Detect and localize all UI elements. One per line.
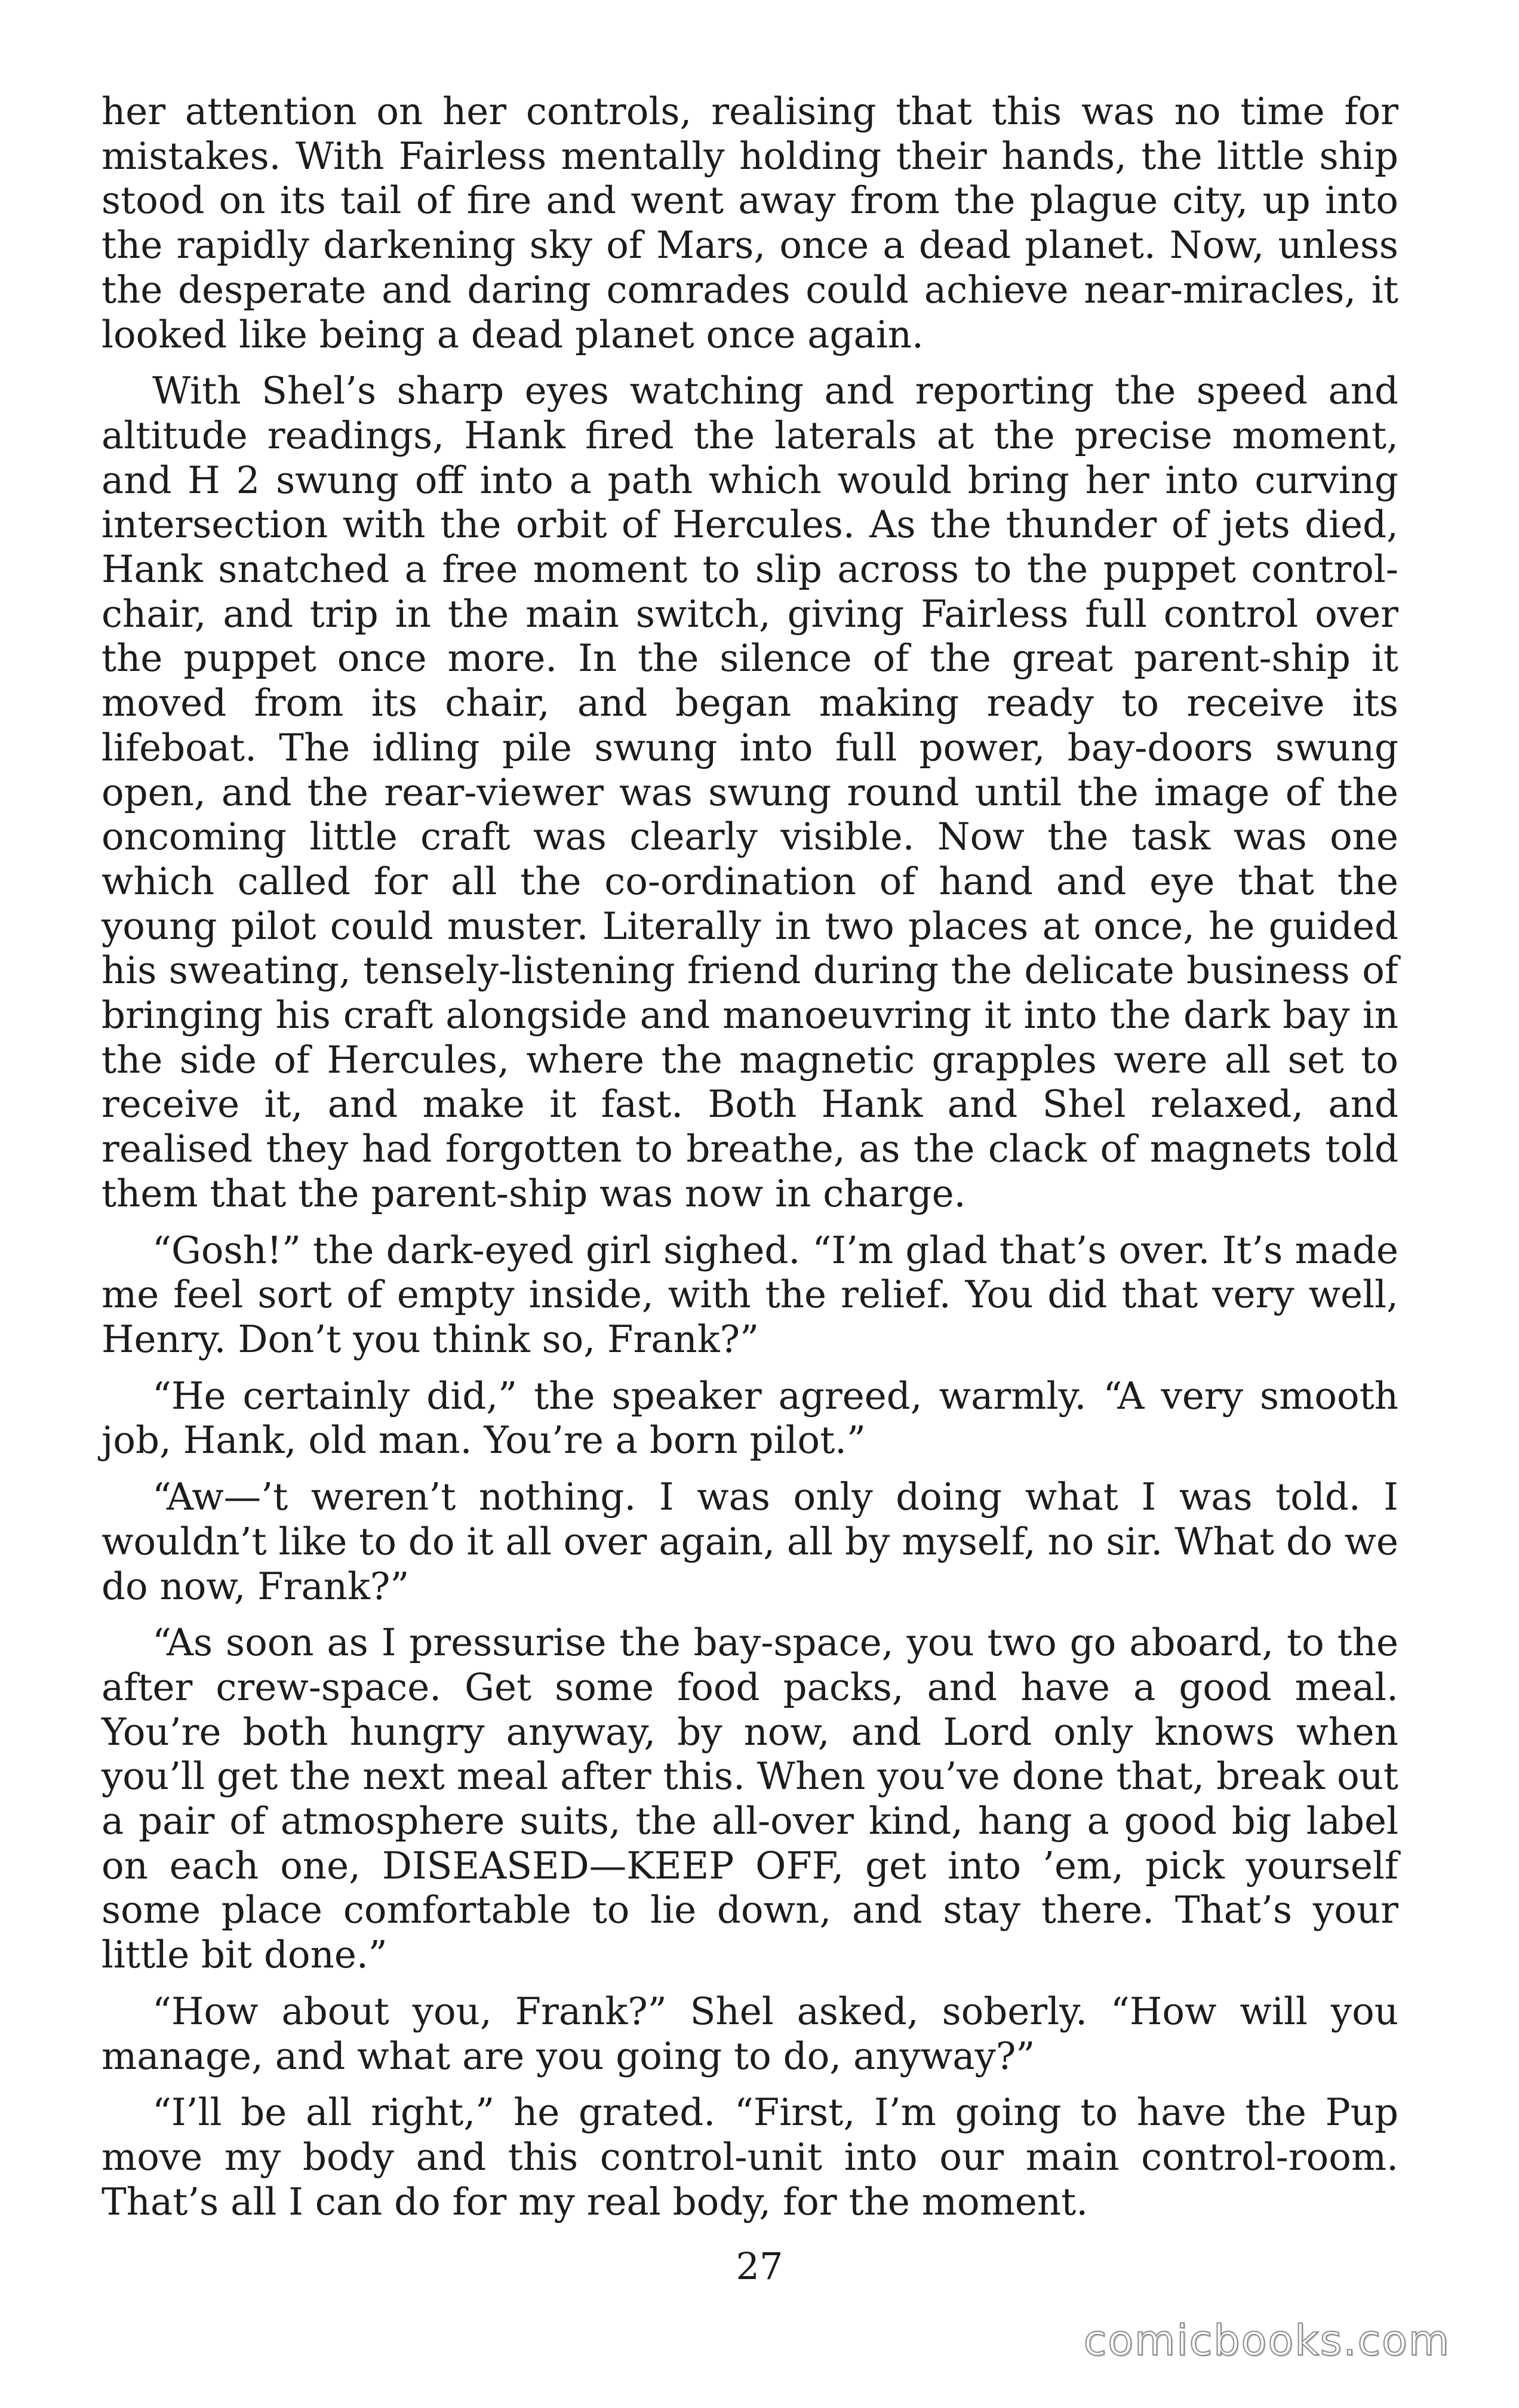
paragraph-5: “Aw—’t weren’t nothing. I was only doing what I was told. I wouldn’t like to do it all over again, all by myself, no sir. What do we do now, Frank?”: [102, 1475, 1398, 1608]
site-watermark: comicbooks.com: [1083, 2316, 1450, 2365]
book-page-text: [102, 90, 1398, 2236]
paragraph-2: With Shel’s sharp eyes watching and reporting the speed and altitude readings, Hank fired the laterals at the precise moment, and H 2 swung off into a path which would bring her into curving intersection with the orbit of Hercules. As the thunder of jets died, Hank snatched a free moment to slip across to the puppet control-chair, and trip in the main switch, giving Fairless full control over the puppet once more. In the silence of the great parent-ship it moved from its chair, and began making ready to receive its lifeboat. The idling pile swung into full power, bay-doors swung open, and the rear-viewer was swung round until the image of the oncoming little craft was clearly visible. Now the task was one which called for all the co-ordination of hand and eye that the young pilot could muster. Literally in two places at once, he guided his sweating, tensely-listening friend during the delicate business of bringing his craft alongside and manoeuvring it into the dark bay in the side of Hercules, where the magnetic grapples were all set to receive it, and make it fast. Both Hank and Shel relaxed, and realised they had forgotten to breathe, as the clack of magnets told them that the parent-ship was now in charge.: [102, 369, 1398, 1215]
paragraph-3: “Gosh!” the dark-eyed girl sighed. “I’m glad that’s over. It’s made me feel sort of empty inside, with the relief. You did that very well, Henry. Don’t you think so, Frank?”: [102, 1228, 1398, 1361]
paragraph-1: her attention on her controls, realising that this was no time for mistakes. With Fairless mentally holding their hands, the little ship stood on its tail of fire and went away from the plague city, up into the rapidly darkening sky of Mars, once a dead planet. Now, unless the desperate and daring comrades could achieve near-miracles, it looked like being a dead planet once again.: [102, 90, 1398, 356]
page-number: 27: [736, 2244, 783, 2288]
paragraph-4: “He certainly did,” the speaker agreed, warmly. “A very smooth job, Hank, old man. You’re a born pilot.”: [102, 1374, 1398, 1462]
paragraph-8: “I’ll be all right,” he grated. “First, I’m going to have the Pup move my body and this control-unit into our main control-room. That’s all I can do for my real body, for the moment.: [102, 2090, 1398, 2224]
paragraph-7: “How about you, Frank?” Shel asked, soberly. “How will you manage, and what are you going to do, anyway?”: [102, 1989, 1398, 2078]
paragraph-6: “As soon as I pressurise the bay-space, you two go aboard, to the after crew-space. Get some food packs, and have a good meal. You’re both hungry anyway, by now, and Lord only knows when you’ll get the next meal after this. When you’ve done that, break out a pair of atmosphere suits, the all-over kind, hang a good big label on each one, DISEASED—KEEP OFF, get into ’em, pick yourself some place comfortable to lie down, and stay there. That’s your little bit done.”: [102, 1621, 1398, 1977]
